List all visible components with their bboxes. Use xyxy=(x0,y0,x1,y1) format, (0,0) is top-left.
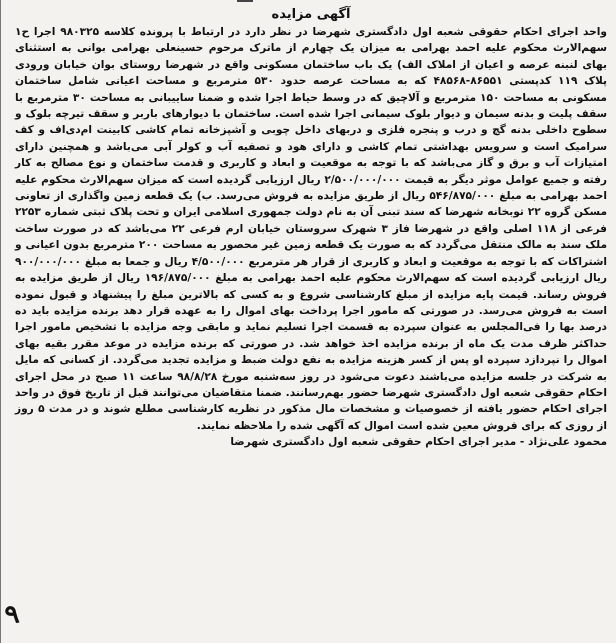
notice-body: واحد اجرای احکام حقوقی شعبه اول دادگستری شهرضا در نظر دارد در ارتباط با پرونده کلاسه ۹۸۰۳۲۵ اجرا ح۱ سهم‌الارث محکوم علیه احمد بهرامی به میزان یک چهارم از ماترک مرحوم حسینعلی بهرامی بوانی به استثنای بهای لنبنه عرصه و اعیان از املاک الف) یک باب ساختمان مسکونی واقع در شهرضا روستای بوان خیابان ورودی پلاک ۱۱۹ کدپستی ۸۶۵۵۱-۴۸۵۶۸ که به مساحت عرصه حدود ۵۳۰ مترمربع و مساحت اعیانی شامل ساختمان مسکونی به مساحت ۱۵۰ مترمربع و آلاچیق که در وسط حیاط اجرا شده و ضمنا ساییبانی به مساحت ۳۰ مترمربع با سقف پلیت و بدنه سیمان و دیوار بلوک سیمانی اجرا شده است. ساختمان با دیوارهای باربر و سقف تیرچه بلوک و سطوح داخلی بدنه گچ و درب و پنجره فلزی و دربهای داخل چوبی و آشپزخانه تمام کاشی کابینت ام‌دی‌اف و کف سرامیک است و سرویس بهداشتی تمام کاشی و دارای هود و تصفیه آب و کولر آبی می‌باشد و همچنین دارای امتیازات آب و برق و گاز می‌باشد که با توجه به موقعیت و ابعاد و کاربری و قدمت ساختمان و نوع مصالح به کار رفته و جمیع عوامل موثر دیگر به قیمت ۲/۵۰۰/۰۰۰/۰۰۰ ریال ارزیابی گردیده است که میزان سهم‌الارث محکوم علیه احمد بهرامی به مبلغ ۵۴۶/۸۷۵/۰۰۰ ریال از طریق مزایده به فروش می‌رسد. ب) یک قطعه زمین واگذاری از تعاونی مسکن گروه ۲۲ توبخانه شهرضا که سند تبنی آن به نام دولت جمهوری اسلامی ایران و تحت پلاک ثبتی شماره ۲۲۵۳ فرعی از ۱۱۸ اصلی واقع در شهرضا فاز ۳ شهرک سروستان خیابان ارم فرعی ۲۲ می‌باشد که در صورت ساخت ملک سند به مالک منتقل می‌گردد که به صورت یک قطعه زمین غیر محصور به مساحت ۲۰۰ مترمربع بدون اعیانی و اشتراکات که با توجه به موقعیت و ابعاد و کاربری از قرار هر مترمربع ۴/۵۰۰/۰۰۰ ریال و جمعا به مبلغ ۹۰۰/۰۰۰/۰۰۰ ریال ارزیابی گردیده است که سهم‌الارث محکوم علیه احمد بهرامی به مبلغ ۱۹۶/۸۷۵/۰۰۰ ریال از طریق مزایده به فروش رساند. قیمت پایه مزایده از مبلغ کارشناسی شروع و به کسی که بالاترین مبلغ را پیشنهاد و قبول نموده است به فروش می‌رسد. در صورتی که مامور اجرا پرداخت بهای اموال را به عهده قرار دهد برنده مزایده باید ده درصد بها را فی‌المجلس به عنوان سپرده به قسمت اجرا تسلیم نماید و مابقی وجه مزایده با تشخیص مامور اجرا حداکثر ظرف مدت یک ماه از برنده مزایده اخذ خواهد شد. در صورتی که برنده مزایده در موعد مقرر بقیه بهای اموال را نپردازد سپرده او پس از کسر هزینه مزایده به نفع دولت ضبط و مزایده تجدید می‌گردد. از کسانی که مایل به شرکت در جلسه مزایده می‌باشند دعوت می‌شود در روز سه‌شنبه مورخ ۹۸/۸/۲۸ ساعت ۱۱ صبح در محل اجرای احکام حقوقی شعبه اول دادگستری شهرضا حضور بهم‌رسانند. ضمنا متقاضیان می‌توانند قبل از تاریخ فوق در واحد اجرای احکام حضور یافته از خصوصیات و مشخصات مال مذکور در نظریه کارشناسی مطلع شوند و در مدت ۵ روز از روزی که برای فروش معین شده است اموال که آگهی شده را ملاحظه نمایند. xyxy=(15,26,608,432)
notice-signature: محمود علی‌نژاد - مدیر اجرای احکام حقوقی شعبه اول دادگستری شهرضا xyxy=(230,436,607,449)
notice-title: آگهی مزایده xyxy=(271,7,351,22)
corner-handwritten-mark: ۹ xyxy=(2,599,21,631)
auction-notice xyxy=(15,6,607,643)
